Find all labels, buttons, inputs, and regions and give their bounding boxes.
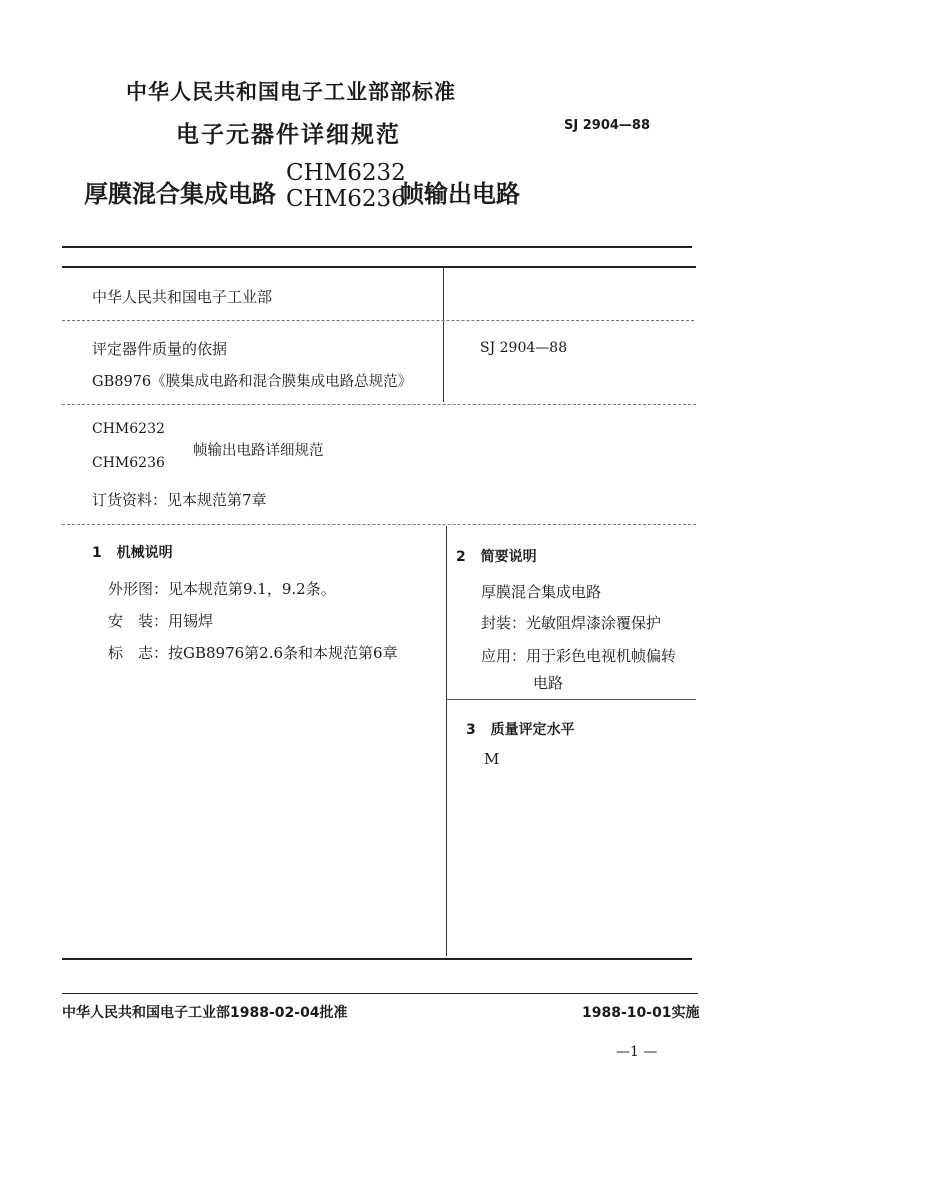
basis-std: GB8976《膜集成电路和混合膜集成电路总规范》 <box>92 374 413 390</box>
sec1-title: 机械说明 <box>116 545 173 561</box>
header-std-number: SJ 2904—88 <box>564 118 650 133</box>
issuer: 中华人民共和国电子工业部 <box>92 288 273 306</box>
sec3-title: 质量评定水平 <box>490 722 575 738</box>
spec-type: 电子元器件详细规范 <box>176 122 401 148</box>
sec2-title: 简要说明 <box>480 549 537 565</box>
title-model-b: CHM6236 <box>286 186 406 212</box>
row-divider-2 <box>62 404 696 405</box>
sec2-desc: 厚膜混合集成电路 <box>481 583 602 601</box>
table-std-number: SJ 2904—88 <box>480 340 568 356</box>
sec3-num: 3 <box>466 722 476 738</box>
table-model-a: CHM6232 <box>92 421 165 437</box>
lower-divider <box>446 526 447 956</box>
sec2-use-line2: 电路 <box>533 674 564 692</box>
table-model-b: CHM6236 <box>92 455 165 471</box>
title-model-a: CHM6232 <box>286 160 406 186</box>
ministry-standard: 中华人民共和国电子工业部部标准 <box>126 80 456 104</box>
sec2-divider <box>446 699 696 700</box>
top-rule-2 <box>62 266 696 268</box>
sec1-outline: 外形图：见本规范第9.1，9.2条。 <box>108 580 336 598</box>
sec2-use-line1: 应用：用于彩色电视机帧偏转 <box>481 647 677 665</box>
sec1-mount: 安 装：用锡焊 <box>108 612 214 630</box>
basis-label: 评定器件质量的依据 <box>92 340 228 358</box>
document-title <box>84 160 564 220</box>
row-divider-3 <box>62 524 696 525</box>
sec3-heading <box>466 719 575 739</box>
title-suffix: 帧输出电路 <box>400 180 520 208</box>
approval-date: 中华人民共和国电子工业部1988-02-04批准 <box>62 1005 348 1021</box>
effective-date: 1988-10-01实施 <box>582 1005 700 1021</box>
sec1-mark: 标 志：按GB8976第2.6条和本规范第6章 <box>108 644 398 662</box>
title-prefix: 厚膜混合集成电路 <box>84 180 276 208</box>
sec2-num: 2 <box>456 549 466 565</box>
sec1-heading <box>92 542 173 562</box>
order-info: 订货资料：见本规范第7章 <box>92 491 267 509</box>
row-divider-1 <box>62 320 694 321</box>
page-number: —1 — <box>616 1044 658 1060</box>
sec2-heading <box>456 546 537 566</box>
sec3-level: M <box>484 750 500 768</box>
bottom-rule-2 <box>62 993 698 994</box>
spec-name: 帧输出电路详细规范 <box>193 443 324 459</box>
top-rule-1 <box>62 246 692 248</box>
sec1-num: 1 <box>92 545 102 561</box>
bottom-rule-1 <box>62 958 692 960</box>
upper-divider <box>443 268 444 402</box>
sec2-package: 封装：光敏阻焊漆涂覆保护 <box>481 614 662 632</box>
